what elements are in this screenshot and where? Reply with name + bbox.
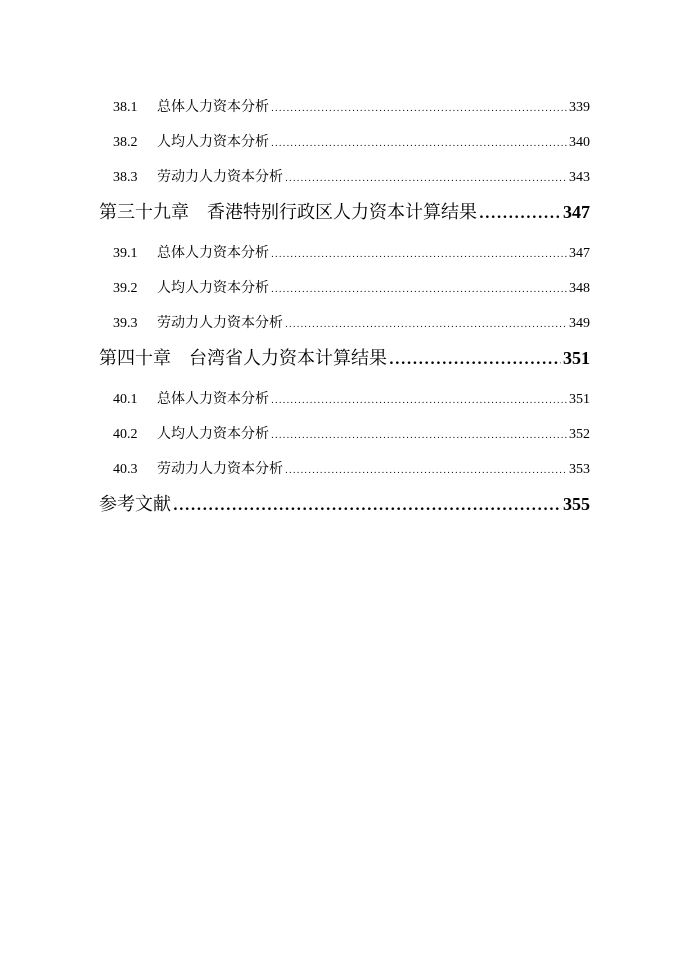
dot-leader	[285, 320, 567, 330]
dot-leader	[389, 352, 561, 368]
toc-entry-38-1	[113, 96, 590, 116]
chapter-number: 第四十章	[99, 348, 171, 369]
dot-leader	[271, 250, 567, 260]
toc-entry-40-2	[113, 423, 590, 443]
dot-leader	[173, 498, 561, 514]
section-title: 总体人力资本分析	[157, 391, 269, 407]
section-number: 40.2	[113, 427, 138, 442]
page-number: 339	[569, 100, 590, 115]
dot-leader	[271, 139, 567, 149]
section-number: 38.1	[113, 100, 138, 115]
references-title: 参考文献	[99, 494, 171, 515]
dot-leader	[285, 466, 567, 476]
toc-entry-40-3	[113, 458, 590, 478]
toc-references	[99, 490, 590, 516]
toc-chapter-39	[99, 198, 590, 224]
dot-leader	[271, 431, 567, 441]
page-number: 340	[569, 135, 590, 150]
chapter-title: 台湾省人力资本计算结果	[189, 348, 387, 369]
section-number: 39.1	[113, 246, 138, 261]
page-number: 343	[569, 170, 590, 185]
chapter-number: 第三十九章	[99, 202, 189, 223]
section-number: 38.2	[113, 135, 138, 150]
dot-leader	[479, 206, 561, 222]
dot-leader	[285, 174, 567, 184]
section-title: 劳动力人力资本分析	[157, 461, 283, 477]
page-number: 347	[563, 202, 590, 222]
section-title: 总体人力资本分析	[157, 99, 269, 115]
toc-entry-38-3	[113, 166, 590, 186]
section-title: 劳动力人力资本分析	[157, 315, 283, 331]
section-number: 40.3	[113, 462, 138, 477]
section-number: 38.3	[113, 170, 138, 185]
dot-leader	[271, 396, 567, 406]
toc-entry-40-1	[113, 388, 590, 408]
toc-entry-39-1	[113, 242, 590, 262]
toc-entry-39-3	[113, 312, 590, 332]
section-title: 人均人力资本分析	[157, 426, 269, 442]
page-number: 347	[569, 246, 590, 261]
dot-leader	[271, 285, 567, 295]
section-number: 39.2	[113, 281, 138, 296]
section-number: 40.1	[113, 392, 138, 407]
toc-entry-38-2	[113, 131, 590, 151]
section-number: 39.3	[113, 316, 138, 331]
page-number: 349	[569, 316, 590, 331]
section-title: 人均人力资本分析	[157, 134, 269, 150]
section-title: 总体人力资本分析	[157, 245, 269, 261]
page-number: 351	[563, 348, 590, 368]
section-title: 人均人力资本分析	[157, 280, 269, 296]
page-number: 351	[569, 392, 590, 407]
page-number: 352	[569, 427, 590, 442]
page-number: 353	[569, 462, 590, 477]
toc-entry-39-2	[113, 277, 590, 297]
chapter-title: 香港特别行政区人力资本计算结果	[207, 202, 477, 223]
dot-leader	[271, 104, 567, 114]
page-number: 355	[563, 494, 590, 514]
section-title: 劳动力人力资本分析	[157, 169, 283, 185]
toc-chapter-40	[99, 344, 590, 370]
page-number: 348	[569, 281, 590, 296]
